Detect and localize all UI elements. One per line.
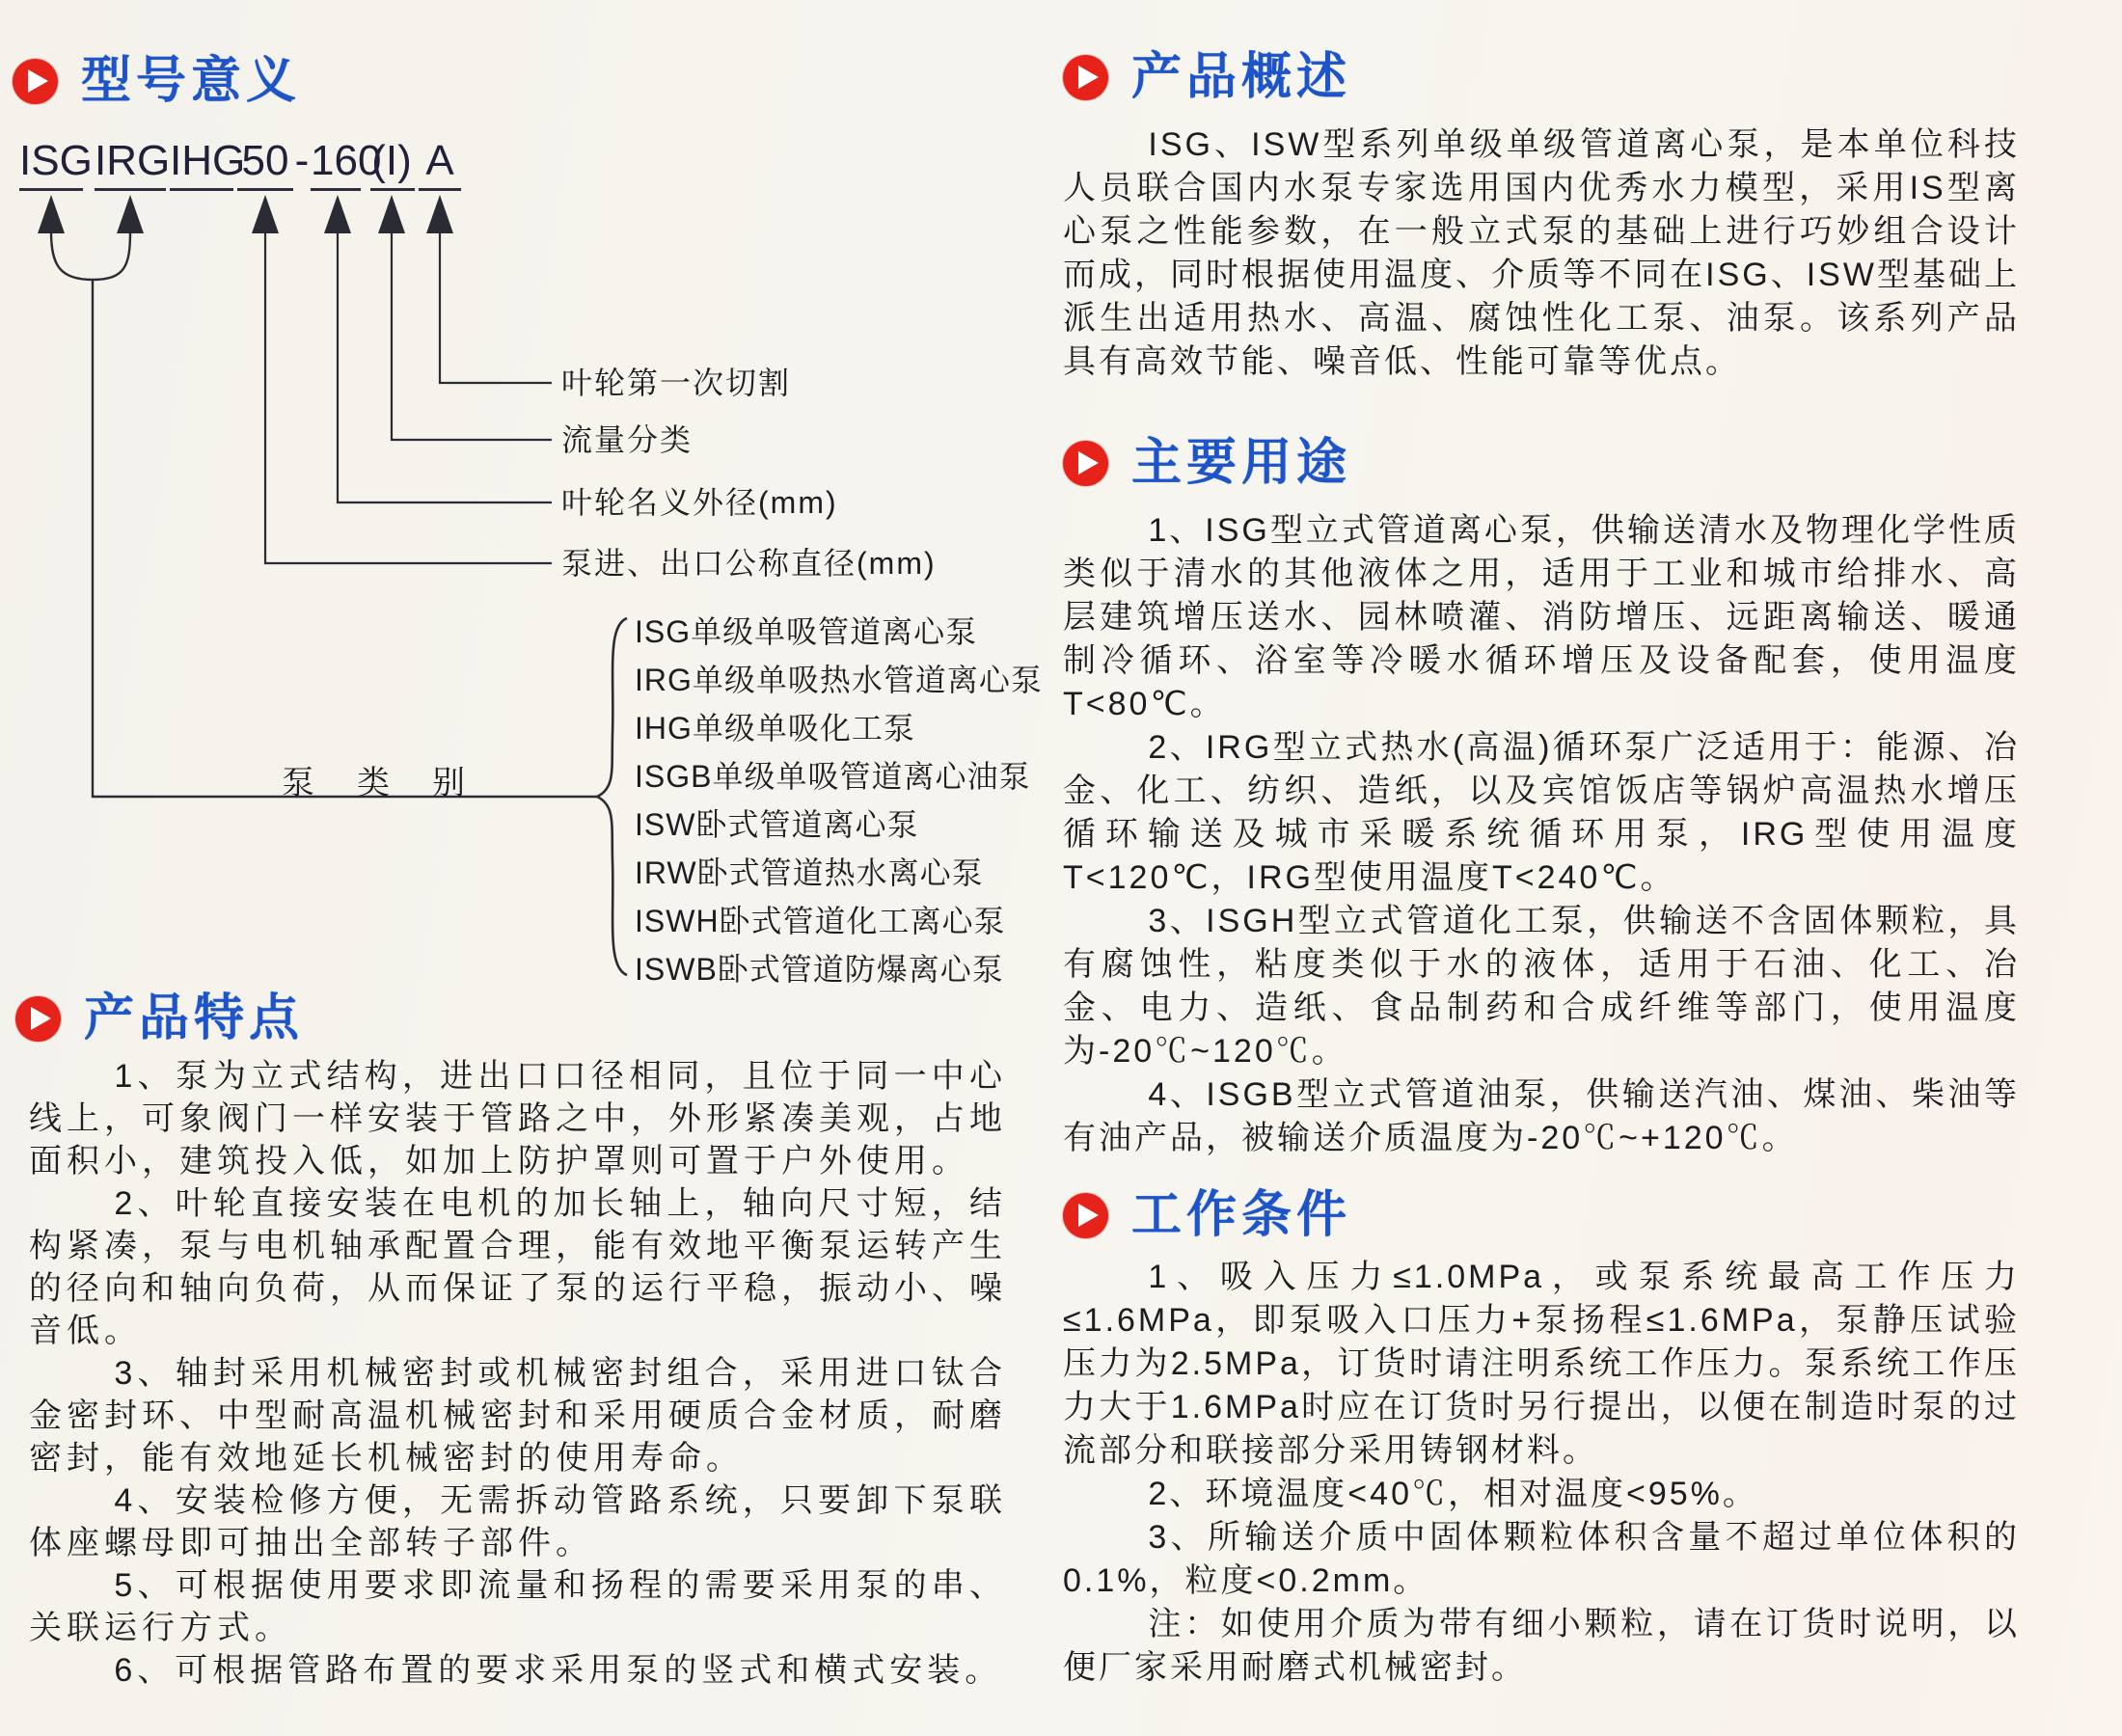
section-heading-overview bbox=[1063, 50, 1351, 105]
play-icon bbox=[1063, 441, 1108, 486]
paragraph: 1、ISG型立式管道离心泵，供输送清水及物理化学性质类似于清水的其他液体之用，适用于工业和城市给排水、高层建筑增压送水、园林喷灌、消防增压、远距离输送、暖通制冷循环、浴室等冷暖水循环增压及设备配套，使用温度T<80℃。 bbox=[1063, 512, 2020, 722]
section-title-features: 产品特点 bbox=[84, 990, 305, 1046]
pump-class-label: 泵类别 bbox=[282, 765, 507, 801]
merge-curve bbox=[51, 231, 130, 280]
pump-type-item: ISGB单级单吸管道离心油泵 bbox=[635, 759, 1031, 794]
arrow-up-icon bbox=[378, 195, 405, 233]
pump-class-connector bbox=[93, 280, 598, 797]
usage-text bbox=[1063, 509, 2020, 1160]
callout-label: 流量分类 bbox=[561, 422, 694, 457]
overview-text bbox=[1063, 123, 2020, 384]
model-segment-dash: - bbox=[294, 137, 310, 184]
section-title-model-meaning: 型号意义 bbox=[81, 53, 302, 109]
callout-connector bbox=[392, 233, 552, 440]
callout-connector bbox=[440, 233, 552, 383]
model-segment-ihg: IHG bbox=[170, 137, 246, 184]
callout-label: 叶轮名义外径(mm) bbox=[561, 485, 838, 520]
paragraph: 1、吸入压力≤1.0MPa，或泵系统最高工作压力≤1.6MPa，即泵吸入口压力+泵扬程≤1.6MPa，泵静压试验压力为2.5MPa，订货时请注明系统工作压力。泵系统工作压力大于1.6MPa时应在订货时另行提出，以便在制造时泵的过流部分和联接部分采用铸钢材料。 bbox=[1063, 1259, 2020, 1469]
section-title-conditions: 工作条件 bbox=[1131, 1187, 1352, 1243]
paragraph: 4、ISGB型立式管道油泵，供输送汽油、煤油、柴油等有油产品，被输送介质温度为-20℃~+120℃。 bbox=[1063, 1076, 2020, 1156]
paragraph: 2、环境温度<40℃，相对温度<95%。 bbox=[1148, 1476, 1758, 1512]
arrow-up-icon bbox=[324, 195, 351, 233]
model-segment-cut: A bbox=[425, 137, 454, 184]
play-icon bbox=[1063, 55, 1108, 100]
play-icon bbox=[1063, 1193, 1108, 1238]
pump-type-item: ISWH卧式管道化工离心泵 bbox=[635, 904, 1006, 938]
paragraph: 6、可根据管路布置的要求采用泵的竖式和横式安装。 bbox=[114, 1652, 1003, 1689]
paragraph: 注：如使用介质为带有细小颗粒，请在订货时说明，以便厂家采用耐磨式机械密封。 bbox=[1063, 1606, 2020, 1686]
arrow-up-icon bbox=[426, 195, 453, 233]
callout-connector bbox=[265, 233, 552, 563]
paragraph: 3、所输送介质中固体颗粒体积含量不超过单位体积的0.1%，粒度<0.2mm。 bbox=[1063, 1519, 2020, 1599]
section-title-overview: 产品概述 bbox=[1131, 49, 1352, 105]
arrow-up-icon bbox=[117, 195, 144, 233]
callout-connector bbox=[338, 233, 552, 502]
pump-type-item: IRG单级单吸热水管道离心泵 bbox=[635, 663, 1043, 697]
model-segment-variant: (I) bbox=[371, 137, 412, 184]
section-heading-features bbox=[15, 991, 304, 1046]
paragraph: 2、IRG型立式热水(高温)循环泵广泛适用于：能源、冶金、化工、纺织、造纸，以及宾馆饭店等锅炉高温热水增压循环输送及城市采暖系统循环用泵，IRG型使用温度T<120℃，IRG型使用温度T<240℃。 bbox=[1063, 729, 2020, 896]
pump-type-item: ISG单级单吸管道离心泵 bbox=[635, 614, 978, 649]
model-segment-isg: ISG bbox=[19, 137, 93, 184]
paragraph: 1、泵为立式结构，进出口口径相同，且位于同一中心线上，可象阀门一样安装于管路之中，外形紧凑美观，占地面积小，建筑投入低，如加上防护罩则可置于户外使用。 bbox=[29, 1058, 1007, 1180]
pump-type-item: ISW卧式管道离心泵 bbox=[635, 807, 919, 842]
conditions-text bbox=[1063, 1256, 2020, 1690]
section-heading-conditions bbox=[1063, 1188, 1351, 1243]
pump-type-item: IHG单级单吸化工泵 bbox=[635, 711, 915, 746]
features-text bbox=[29, 1055, 1007, 1692]
play-icon bbox=[15, 996, 61, 1042]
paragraph: 3、ISGH型立式管道化工泵，供输送不含固体颗粒，具有腐蚀性，粘度类似于水的液体，适用于石油、化工、冶金、电力、造纸、食品制药和合成纤维等部门，使用温度为-20℃~120℃。 bbox=[1063, 903, 2020, 1070]
model-segment-diameter: 160 bbox=[311, 137, 382, 184]
callout-label: 泵进、出口公称直径(mm) bbox=[561, 546, 937, 581]
paragraph: 3、轴封采用机械密封或机械密封组合，采用进口钛合金密封环、中型耐高温机械密封和采用硬质合金材质，耐磨密封，能有效地延长机械密封的使用寿命。 bbox=[29, 1355, 1007, 1477]
paragraph: ISG、ISW型系列单级单级管道离心泵，是本单位科技人员联合国内水泵专家选用国内优秀水力模型，采用IS型离心泵之性能参数，在一般立式泵的基础上进行巧妙组合设计而成，同时根据使用温度、介质等不同在ISG、ISW型基础上派生出适用热水、高温、腐蚀性化工泵、油泵。该系列产品具有高效节能、噪音低、性能可靠等优点。 bbox=[1063, 126, 2020, 380]
paragraph: 5、可根据使用要求即流量和扬程的需要采用泵的串、关联运行方式。 bbox=[29, 1567, 1007, 1646]
section-heading-usage bbox=[1063, 436, 1351, 491]
model-diagram bbox=[0, 0, 1043, 1013]
model-segment-inlet: 50 bbox=[241, 137, 289, 184]
paragraph: 4、安装检修方便，无需拆动管路系统，只要卸下泵联体座螺母即可抽出全部转子部件。 bbox=[29, 1482, 1007, 1561]
paragraph: 2、叶轮直接安装在电机的加长轴上，轴向尺寸短，结构紧凑，泵与电机轴承配置合理，能有效地平衡泵运转产生的径向和轴向负荷，从而保证了泵的运行平稳，振动小、噪音低。 bbox=[29, 1185, 1007, 1349]
callout-label: 叶轮第一次切割 bbox=[561, 366, 792, 400]
pump-type-item: IRW卧式管道热水离心泵 bbox=[635, 855, 984, 890]
model-segment-irg: IRG bbox=[95, 137, 171, 184]
arrow-up-icon bbox=[38, 195, 65, 233]
section-title-usage: 主要用途 bbox=[1131, 435, 1352, 491]
brace-left bbox=[597, 618, 627, 975]
arrow-up-icon bbox=[252, 195, 279, 233]
pump-type-item: ISWB卧式管道防爆离心泵 bbox=[635, 952, 1004, 987]
